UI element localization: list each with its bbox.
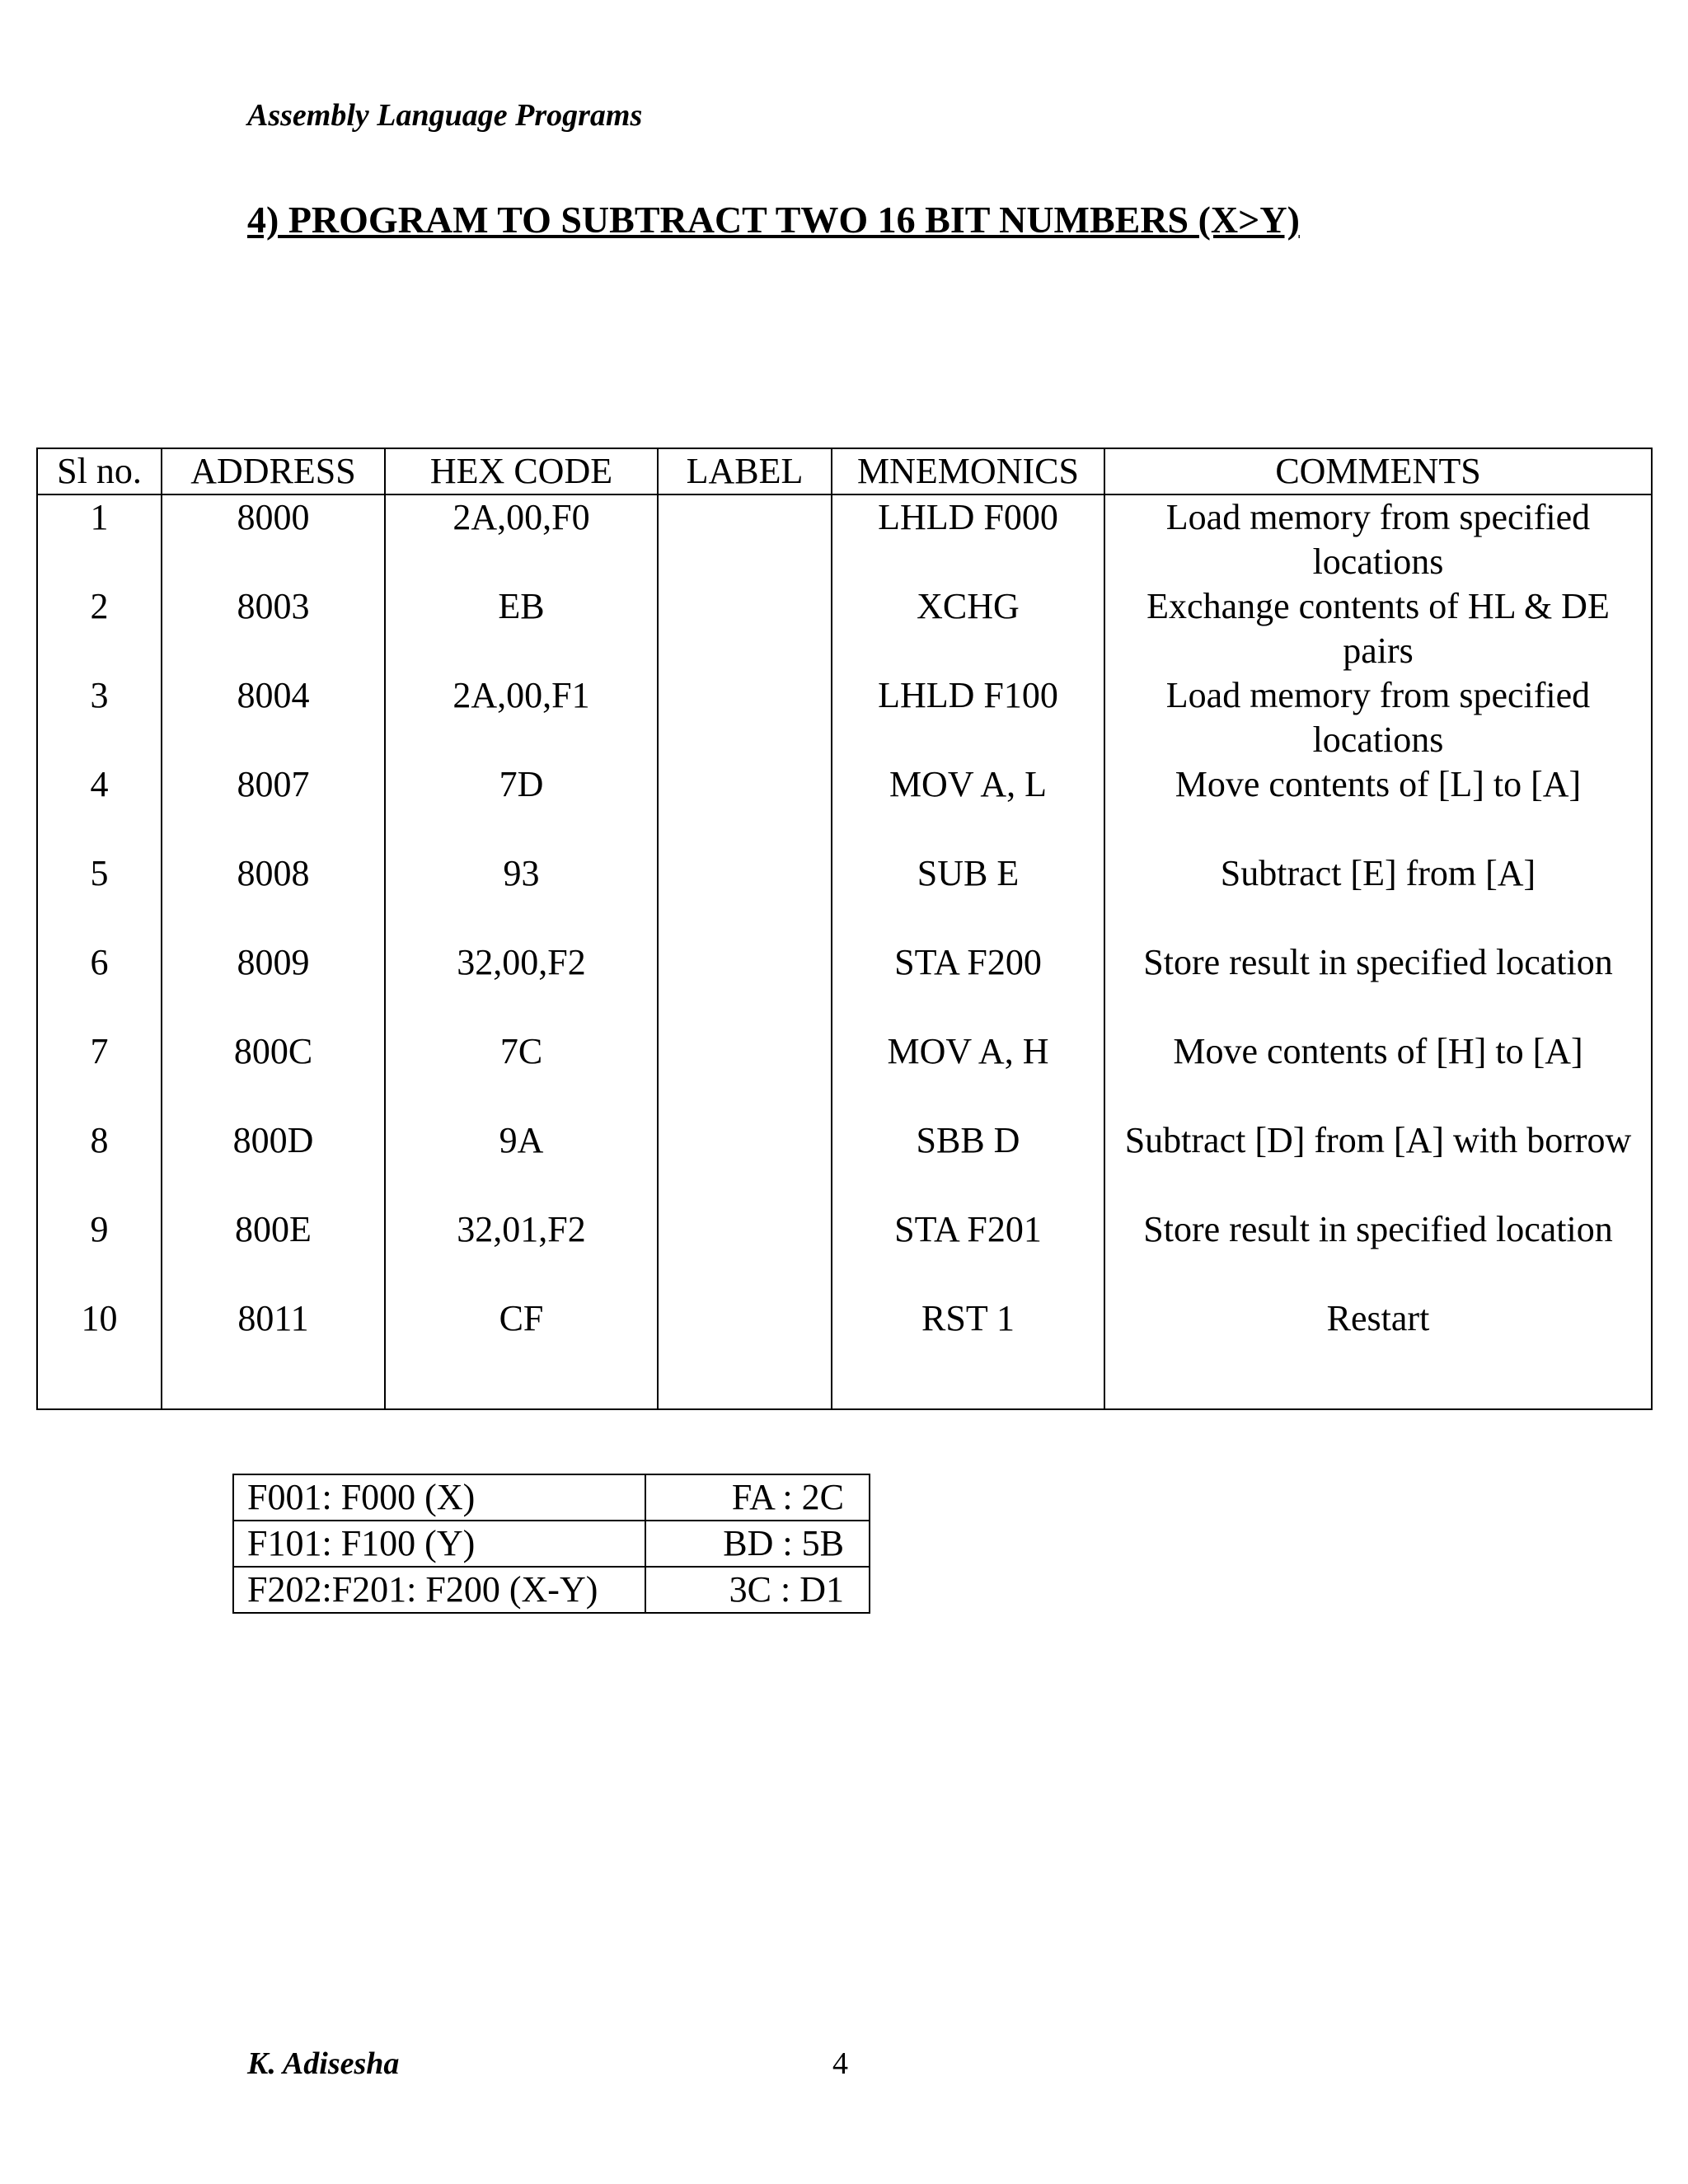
cell-sl-no: 1 (37, 494, 162, 584)
cell-comment: Move contents of [L] to [A] (1104, 762, 1652, 851)
memory-values-table (232, 1474, 870, 1614)
cell-hex-code: 2A,00,F1 (385, 673, 658, 762)
table-row (37, 584, 1652, 673)
memory-location: F202:F201: F200 (X-Y) (233, 1567, 645, 1613)
cell-address: 8008 (162, 851, 385, 940)
cell-comment: Load memory from specified locations (1104, 673, 1652, 762)
col-header-mnemonics: MNEMONICS (832, 448, 1104, 494)
cell-address: 8000 (162, 494, 385, 584)
table-row (37, 1118, 1652, 1207)
cell-hex-code: CF (385, 1296, 658, 1409)
cell-address: 800E (162, 1207, 385, 1296)
cell-label (658, 673, 832, 762)
cell-comment: Move contents of [H] to [A] (1104, 1029, 1652, 1118)
cell-comment: Store result in specified location (1104, 940, 1652, 1029)
cell-sl-no: 5 (37, 851, 162, 940)
cell-label (658, 762, 832, 851)
cell-mnemonic: MOV A, L (832, 762, 1104, 851)
cell-label (658, 1029, 832, 1118)
cell-hex-code: 2A,00,F0 (385, 494, 658, 584)
memory-row (233, 1521, 870, 1567)
cell-mnemonic: SBB D (832, 1118, 1104, 1207)
cell-comment: Subtract [E] from [A] (1104, 851, 1652, 940)
memory-row (233, 1474, 870, 1521)
table-row (37, 1207, 1652, 1296)
memory-location: F001: F000 (X) (233, 1474, 645, 1521)
program-table (36, 448, 1653, 1410)
cell-label (658, 494, 832, 584)
cell-mnemonic: LHLD F000 (832, 494, 1104, 584)
col-header-address: ADDRESS (162, 448, 385, 494)
cell-sl-no: 10 (37, 1296, 162, 1409)
cell-comment: Exchange contents of HL & DE pairs (1104, 584, 1652, 673)
cell-hex-code: EB (385, 584, 658, 673)
cell-hex-code: 93 (385, 851, 658, 940)
cell-mnemonic: MOV A, H (832, 1029, 1104, 1118)
cell-hex-code: 32,00,F2 (385, 940, 658, 1029)
cell-sl-no: 4 (37, 762, 162, 851)
cell-mnemonic: RST 1 (832, 1296, 1104, 1409)
col-header-hex-code: HEX CODE (385, 448, 658, 494)
table-row (37, 762, 1652, 851)
cell-sl-no: 9 (37, 1207, 162, 1296)
cell-label (658, 1207, 832, 1296)
running-header: Assembly Language Programs (247, 98, 643, 133)
cell-address: 8011 (162, 1296, 385, 1409)
memory-value: BD : 5B (645, 1521, 870, 1567)
cell-comment: Load memory from specified locations (1104, 494, 1652, 584)
table-row (37, 940, 1652, 1029)
memory-row (233, 1567, 870, 1613)
cell-address: 800D (162, 1118, 385, 1207)
page-number: 4 (832, 2046, 848, 2081)
col-header-label: LABEL (658, 448, 832, 494)
table-row (37, 673, 1652, 762)
memory-value: 3C : D1 (645, 1567, 870, 1613)
cell-label (658, 1296, 832, 1409)
program-heading: 4) PROGRAM TO SUBTRACT TWO 16 BIT NUMBERS (X>Y) (247, 199, 1300, 241)
col-header-comments: COMMENTS (1104, 448, 1652, 494)
cell-address: 8009 (162, 940, 385, 1029)
table-row (37, 1296, 1652, 1409)
cell-comment: Store result in specified location (1104, 1207, 1652, 1296)
cell-label (658, 851, 832, 940)
cell-hex-code: 32,01,F2 (385, 1207, 658, 1296)
memory-location: F101: F100 (Y) (233, 1521, 645, 1567)
cell-mnemonic: STA F201 (832, 1207, 1104, 1296)
cell-sl-no: 3 (37, 673, 162, 762)
cell-sl-no: 8 (37, 1118, 162, 1207)
cell-sl-no: 7 (37, 1029, 162, 1118)
cell-address: 8004 (162, 673, 385, 762)
cell-address: 8007 (162, 762, 385, 851)
cell-label (658, 940, 832, 1029)
cell-address: 8003 (162, 584, 385, 673)
footer-author: K. Adisesha (247, 2046, 400, 2081)
cell-mnemonic: SUB E (832, 851, 1104, 940)
cell-hex-code: 7C (385, 1029, 658, 1118)
cell-label (658, 1118, 832, 1207)
cell-comment: Subtract [D] from [A] with borrow (1104, 1118, 1652, 1207)
memory-value: FA : 2C (645, 1474, 870, 1521)
cell-hex-code: 9A (385, 1118, 658, 1207)
table-header-row (37, 448, 1652, 494)
cell-address: 800C (162, 1029, 385, 1118)
table-row (37, 494, 1652, 584)
cell-label (658, 584, 832, 673)
cell-mnemonic: XCHG (832, 584, 1104, 673)
cell-mnemonic: LHLD F100 (832, 673, 1104, 762)
table-row (37, 851, 1652, 940)
cell-hex-code: 7D (385, 762, 658, 851)
cell-sl-no: 2 (37, 584, 162, 673)
cell-mnemonic: STA F200 (832, 940, 1104, 1029)
cell-sl-no: 6 (37, 940, 162, 1029)
cell-comment: Restart (1104, 1296, 1652, 1409)
table-row (37, 1029, 1652, 1118)
col-header-sl-no: Sl no. (37, 448, 162, 494)
